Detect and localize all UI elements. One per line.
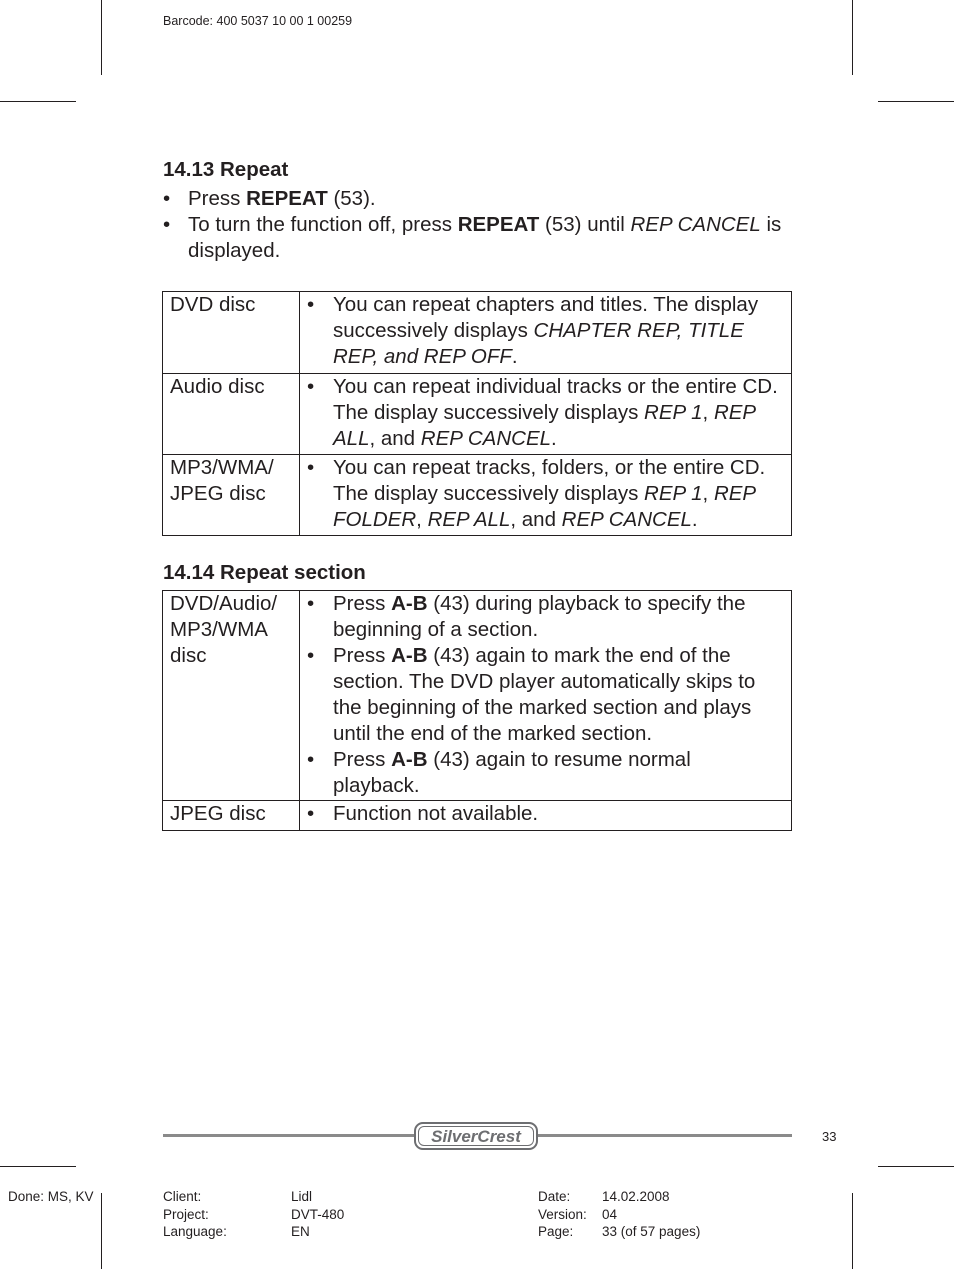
list-item	[307, 643, 783, 747]
display-text: REP CANCEL	[561, 508, 692, 531]
disc-type-cell: DVD/Audio/ MP3/WMA disc	[163, 591, 300, 801]
version-label: Version:	[538, 1207, 587, 1222]
description-cell	[300, 374, 792, 455]
language-label: Language:	[163, 1224, 227, 1239]
logo-text: SilverCrest	[418, 1126, 534, 1146]
display-text: REP ALL	[333, 401, 756, 450]
table-row	[163, 374, 792, 455]
table-row	[163, 292, 792, 374]
description-cell	[300, 801, 792, 831]
bullet-mark: •	[307, 293, 315, 316]
key-name: A-B	[391, 748, 428, 771]
key-name: REPEAT	[246, 187, 328, 210]
text-run: (53).	[327, 187, 376, 210]
repeat-table	[162, 291, 792, 536]
silvercrest-logo	[414, 1122, 538, 1150]
instruction-bullet	[163, 186, 803, 212]
table-row	[163, 455, 792, 536]
section-heading-repeat: 14.13 Repeat	[163, 158, 289, 181]
text-run: Press	[333, 748, 392, 771]
description-cell	[300, 591, 792, 801]
crop-mark	[0, 101, 76, 102]
bullet-mark: •	[307, 375, 315, 398]
crop-mark	[852, 1193, 853, 1269]
text-run: You can repeat tracks, folders, or the entire CD. The display successively displays	[333, 456, 766, 505]
footer-rule	[163, 1134, 416, 1137]
list-item	[307, 747, 783, 799]
display-text: REP CANCEL	[420, 427, 552, 450]
crop-mark	[101, 1193, 102, 1269]
text-run: You can repeat chapters and titles. The display successively displays	[333, 293, 759, 342]
disc-type-cell: DVD disc	[163, 292, 300, 374]
bullet-mark: •	[307, 592, 315, 615]
bullet-mark: •	[307, 748, 315, 771]
table-row	[163, 801, 792, 831]
text-run: To turn the function off, press	[188, 213, 458, 236]
display-text: REP 1	[644, 401, 703, 424]
instruction-bullet	[163, 212, 803, 264]
bullet-mark: •	[163, 213, 171, 236]
text-run: (53) until	[539, 213, 631, 236]
bullet-mark: •	[307, 456, 315, 479]
text-run: (43) again to resume normal playback.	[333, 748, 691, 797]
text-run: ,	[702, 401, 714, 424]
bullet-mark: •	[307, 802, 315, 825]
version-value: 04	[602, 1207, 618, 1222]
project-label: Project:	[163, 1207, 209, 1222]
text-run: .	[551, 427, 557, 450]
project-value: DVT-480	[291, 1207, 345, 1222]
text-run: .	[511, 345, 518, 368]
text-run: Press	[188, 187, 247, 210]
crop-mark	[852, 0, 853, 75]
language-value: EN	[291, 1224, 310, 1239]
text-run: ,	[416, 508, 428, 531]
key-name: A-B	[391, 644, 428, 667]
text-run: , and	[369, 427, 421, 450]
key-name: REPEAT	[457, 213, 540, 236]
text-run: , and	[510, 508, 562, 531]
display-text: CHAPTER REP, TITLE REP, and REP OFF	[333, 319, 744, 368]
text-run: You can repeat individual tracks or the entire CD. The display successively displays	[333, 375, 778, 424]
page-label: Page:	[538, 1224, 574, 1239]
description-cell	[300, 455, 792, 536]
display-text: REP CANCEL	[630, 213, 761, 236]
description-cell	[300, 292, 792, 374]
text-run: Press	[333, 644, 392, 667]
footer-rule	[537, 1134, 792, 1137]
text-run: ,	[702, 482, 714, 505]
crop-mark	[878, 1166, 954, 1167]
text-run: (43) again to mark the end of the section. The DVD player automatically skips to the beginning of the marked section and plays until the end of the marked section.	[333, 644, 756, 745]
page-value: 33 (of 57 pages)	[602, 1224, 701, 1239]
text-run: (43) during playback to specify the beginning of a section.	[333, 592, 746, 641]
display-text: REP ALL	[427, 508, 511, 531]
repeat-section-table	[162, 590, 792, 831]
date-label: Date:	[538, 1189, 571, 1204]
done-by: Done: MS, KV	[8, 1189, 94, 1204]
section-heading-repeat-section: 14.14 Repeat section	[163, 561, 366, 584]
text-run: .	[691, 508, 698, 531]
disc-type-cell: Audio disc	[163, 374, 300, 455]
bullet-mark: •	[307, 644, 315, 667]
text-run: is displayed.	[188, 213, 782, 262]
crop-mark	[878, 101, 954, 102]
date-value: 14.02.2008	[602, 1189, 670, 1204]
text-run: Function not available.	[333, 802, 539, 825]
bullet-mark: •	[163, 187, 171, 210]
disc-type-cell: JPEG disc	[163, 801, 300, 831]
disc-type-cell: MP3/WMA/ JPEG disc	[163, 455, 300, 536]
client-label: Client:	[163, 1189, 202, 1204]
crop-mark	[101, 0, 102, 75]
barcode-text: Barcode: 400 5037 10 00 1 00259	[163, 14, 353, 28]
client-value: Lidl	[291, 1189, 313, 1204]
text-run: Press	[333, 592, 392, 615]
table-row	[163, 591, 792, 801]
key-name: A-B	[391, 592, 428, 615]
page-number: 33	[822, 1129, 837, 1144]
crop-mark	[0, 1166, 76, 1167]
display-text: REP 1	[644, 482, 703, 505]
list-item	[307, 591, 783, 643]
display-text: REP FOLDER	[333, 482, 756, 531]
